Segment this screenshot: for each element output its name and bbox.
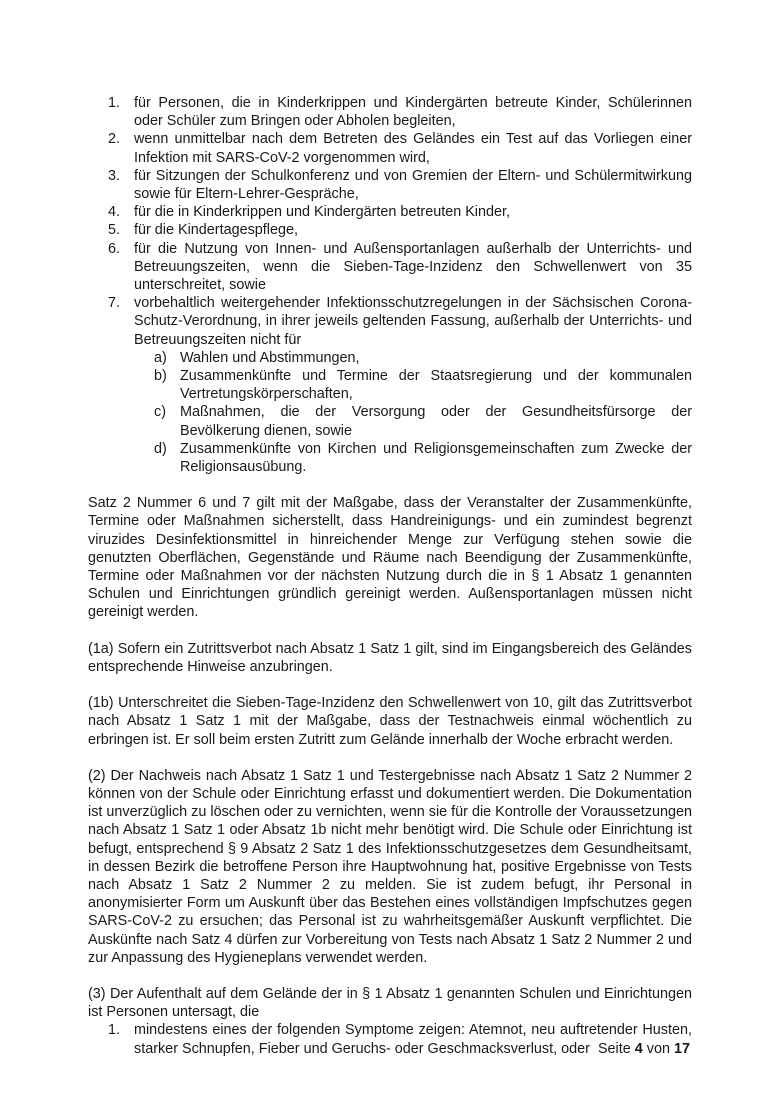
list-item: 6. für die Nutzung von Innen- und Außensportanlagen außerhalb der Unterrichts- und Betreuungszeiten, wenn die Sieben-Tage-Inzidenz den Schwellenwert von 35 unterschreitet, sowie (108, 240, 692, 294)
paragraph-1a: (1a) Sofern ein Zutrittsverbot nach Absatz 1 Satz 1 gilt, sind im Eingangsbereich des Geländes entsprechende Hinweise anzubringen. (88, 640, 692, 675)
sub-list-item-text: Zusammenkünfte von Kirchen und Religionsgemeinschaften zum Zwecke der Religionsausübung. (180, 440, 692, 476)
paragraph-satz2: Satz 2 Nummer 6 und 7 gilt mit der Maßgabe, dass der Veranstalter der Zusammenkünfte, Termine oder Maßnahmen sicherstellt, dass Handreinigungs- und ein zumindest begrenzt viruzides Desinfektionsmittel in hinreichender Menge zur Verfügung stehen sowie die genutzten Oberflächen, Gegenstände und Räume nach Beendigung der Zusammenkünfte, Termine oder Maßnahmen vor der nächsten Nutzung durch die in § 1 Absatz 1 genannten Schulen und Einrichtungen gründlich gereinigt werden. Außensportanlagen müssen nicht gereinigt werden. (88, 495, 692, 621)
list-item: 3. für Sitzungen der Schulkonferenz und von Gremien der Eltern- und Schülermitwirkung sowie für Eltern-Lehrer-Gespräche, (108, 167, 692, 203)
list-item: 1. für Personen, die in Kinderkrippen und Kindergärten betreute Kinder, Schülerinnen oder Schüler zum Bringen oder Abholen begleiten, (108, 95, 692, 130)
sub-list-item-text: Maßnahmen, die der Versorgung oder der Gesundheitsfürsorge der Bevölkerung dienen, sowie (180, 404, 692, 439)
paragraph-2: (2) Der Nachweis nach Absatz 1 Satz 1 und Testergebnisse nach Absatz 1 Satz 2 Nummer 2 können von der Schule oder Einrichtung erfasst und dokumentiert werden. Die Dokumentation ist unverzüglich zu löschen oder zu vernichten, wenn sie für die Kontrolle der Voraussetzungen nach Absatz 1 Satz 1 oder Absatz 1b nicht mehr benötigt wird. Die Schule oder Einrichtung ist befugt, entsprechend § 9 Absatz 2 Satz 1 des Infektionsschutzgesetzes dem Gesundheitsamt, in dessen Bezirk die betroffene Person ihre Hauptwohnung hat, positive Ergebnisse von Tests nach Absatz 1 Satz 2 Nummer 2 zu melden. Sie ist zudem befugt, ihr Personal in anonymisierter Form um Auskunft über das Bestehen eines vollständigen Impfschutzes gegen SARS-CoV-2 zu ersuchen; das Personal ist zu wahrheitsgemäßer Auskunft verpflichtet. Die Auskünfte nach Satz 4 dürfen zur Vorbereitung von Tests nach Absatz 1 Satz 2 Nummer 2 und zur Anpassung des Hygieneplans verwendet werden. (88, 767, 692, 966)
paragraph-3: (3) Der Aufenthalt auf dem Gelände der in § 1 Absatz 1 genannten Schulen und Einrichtungen ist Personen untersagt, die (88, 985, 692, 1021)
sub-list-item: a) Wahlen und Abstimmungen, (154, 349, 360, 366)
list-item-text: vorbehaltlich weitergehender Infektionsschutzregelungen in der Sächsischen Corona-Schutz-Verordnung, in ihrer jeweils geltenden Fassung, außerhalb der Unterrichts- und Betreuungszeiten nicht für (134, 295, 692, 348)
sub-list-item-text: Zusammenkünfte und Termine der Staatsregierung und der kommunalen Vertretungskörperschaften, (180, 368, 692, 403)
sub-list-item: b) Zusammenkünfte und Termine der Staatsregierung und der kommunalen Vertretungskörperschaften, (154, 368, 692, 403)
page-number: Seite 4 von 17 (597, 1041, 690, 1057)
list-item: 4. für die in Kinderkrippen und Kindergärten betreuten Kinder, (108, 204, 511, 221)
sub-list (134, 349, 692, 476)
list-item: 7. vorbehaltlich weitergehender Infektionsschutzregelungen in der Sächsischen Corona-Schutz-Verordnung, in ihrer jeweils geltenden Fassung, außerhalb der Unterrichts- und Betreuungszeiten nicht für a) Wahlen und Abstimmungen, b) Zusammenkünfte und Termine der Staatsregierung und der kommunalen Vertretungskörperschaften, c) Maßnahmen, die der Versorgung oder der Gesundheitsfürsorge der Bevölkerung dienen, sowie d) Zusammenkünfte von Kirchen und Religionsgemeinschaften zum Zwecke der Religionsausübung. (108, 295, 692, 476)
exemption-list (88, 94, 692, 476)
paragraph-1b: (1b) Unterschreitet die Sieben-Tage-Inzidenz den Schwellenwert von 10, gilt das Zutrittsverbot nach Absatz 1 Satz 1 mit der Maßgabe, dass der Testnachweis einmal wöchentlich zu erbringen ist. Er soll beim ersten Zutritt zum Gelände innerhalb der Woche erbracht werden. (88, 695, 692, 748)
list-item: 5. für die Kindertagespflege, (108, 222, 299, 239)
total-pages: 17 (673, 1041, 690, 1057)
current-page: 4 (634, 1041, 643, 1057)
list-item-text: für die Nutzung von Innen- und Außensportanlagen außerhalb der Unterrichts- und Betreuungszeiten, wenn die Sieben-Tage-Inzidenz den Schwellenwert von 35 unterschreitet, sowie (134, 240, 692, 294)
list-item-text: für Personen, die in Kinderkrippen und Kindergärten betreute Kinder, Schülerinnen oder Schüler zum Bringen oder Abholen begleiten, (134, 95, 692, 130)
list-item-text: für die in Kinderkrippen und Kindergärten betreuten Kinder, (134, 204, 511, 221)
sub-list-item: d) Zusammenkünfte von Kirchen und Religionsgemeinschaften zum Zwecke der Religionsausübung. (154, 440, 692, 476)
list-item: 2. wenn unmittelbar nach dem Betreten des Geländes ein Test auf das Vorliegen einer Infektion mit SARS-CoV-2 vorgenommen wird, (108, 131, 692, 166)
list-item-text: für die Kindertagespflege, (134, 222, 299, 239)
sub-list-item-text: Wahlen und Abstimmungen, (180, 349, 360, 366)
list-item-text: für Sitzungen der Schulkonferenz und von Gremien der Eltern- und Schülermitwirkung sowie für Eltern-Lehrer-Gespräche, (134, 167, 692, 203)
document-body (88, 94, 692, 1058)
list-item-text: wenn unmittelbar nach dem Betreten des Geländes ein Test auf das Vorliegen einer Infektion mit SARS-CoV-2 vorgenommen wird, (134, 131, 692, 166)
list-item-text: mindestens eines der folgenden Symptome zeigen: Atemnot, neu auftretender Husten, starker Schnupfen, Fieber und Geruchs- oder Geschmacksverlust, oder (134, 1022, 692, 1057)
list-item: 1. mindestens eines der folgenden Symptome zeigen: Atemnot, neu auftretender Husten, starker Schnupfen, Fieber und Geruchs- oder Geschmacksverlust, oder (108, 1022, 692, 1057)
sub-list-item: c) Maßnahmen, die der Versorgung oder der Gesundheitsfürsorge der Bevölkerung dienen, sowie (154, 404, 692, 439)
